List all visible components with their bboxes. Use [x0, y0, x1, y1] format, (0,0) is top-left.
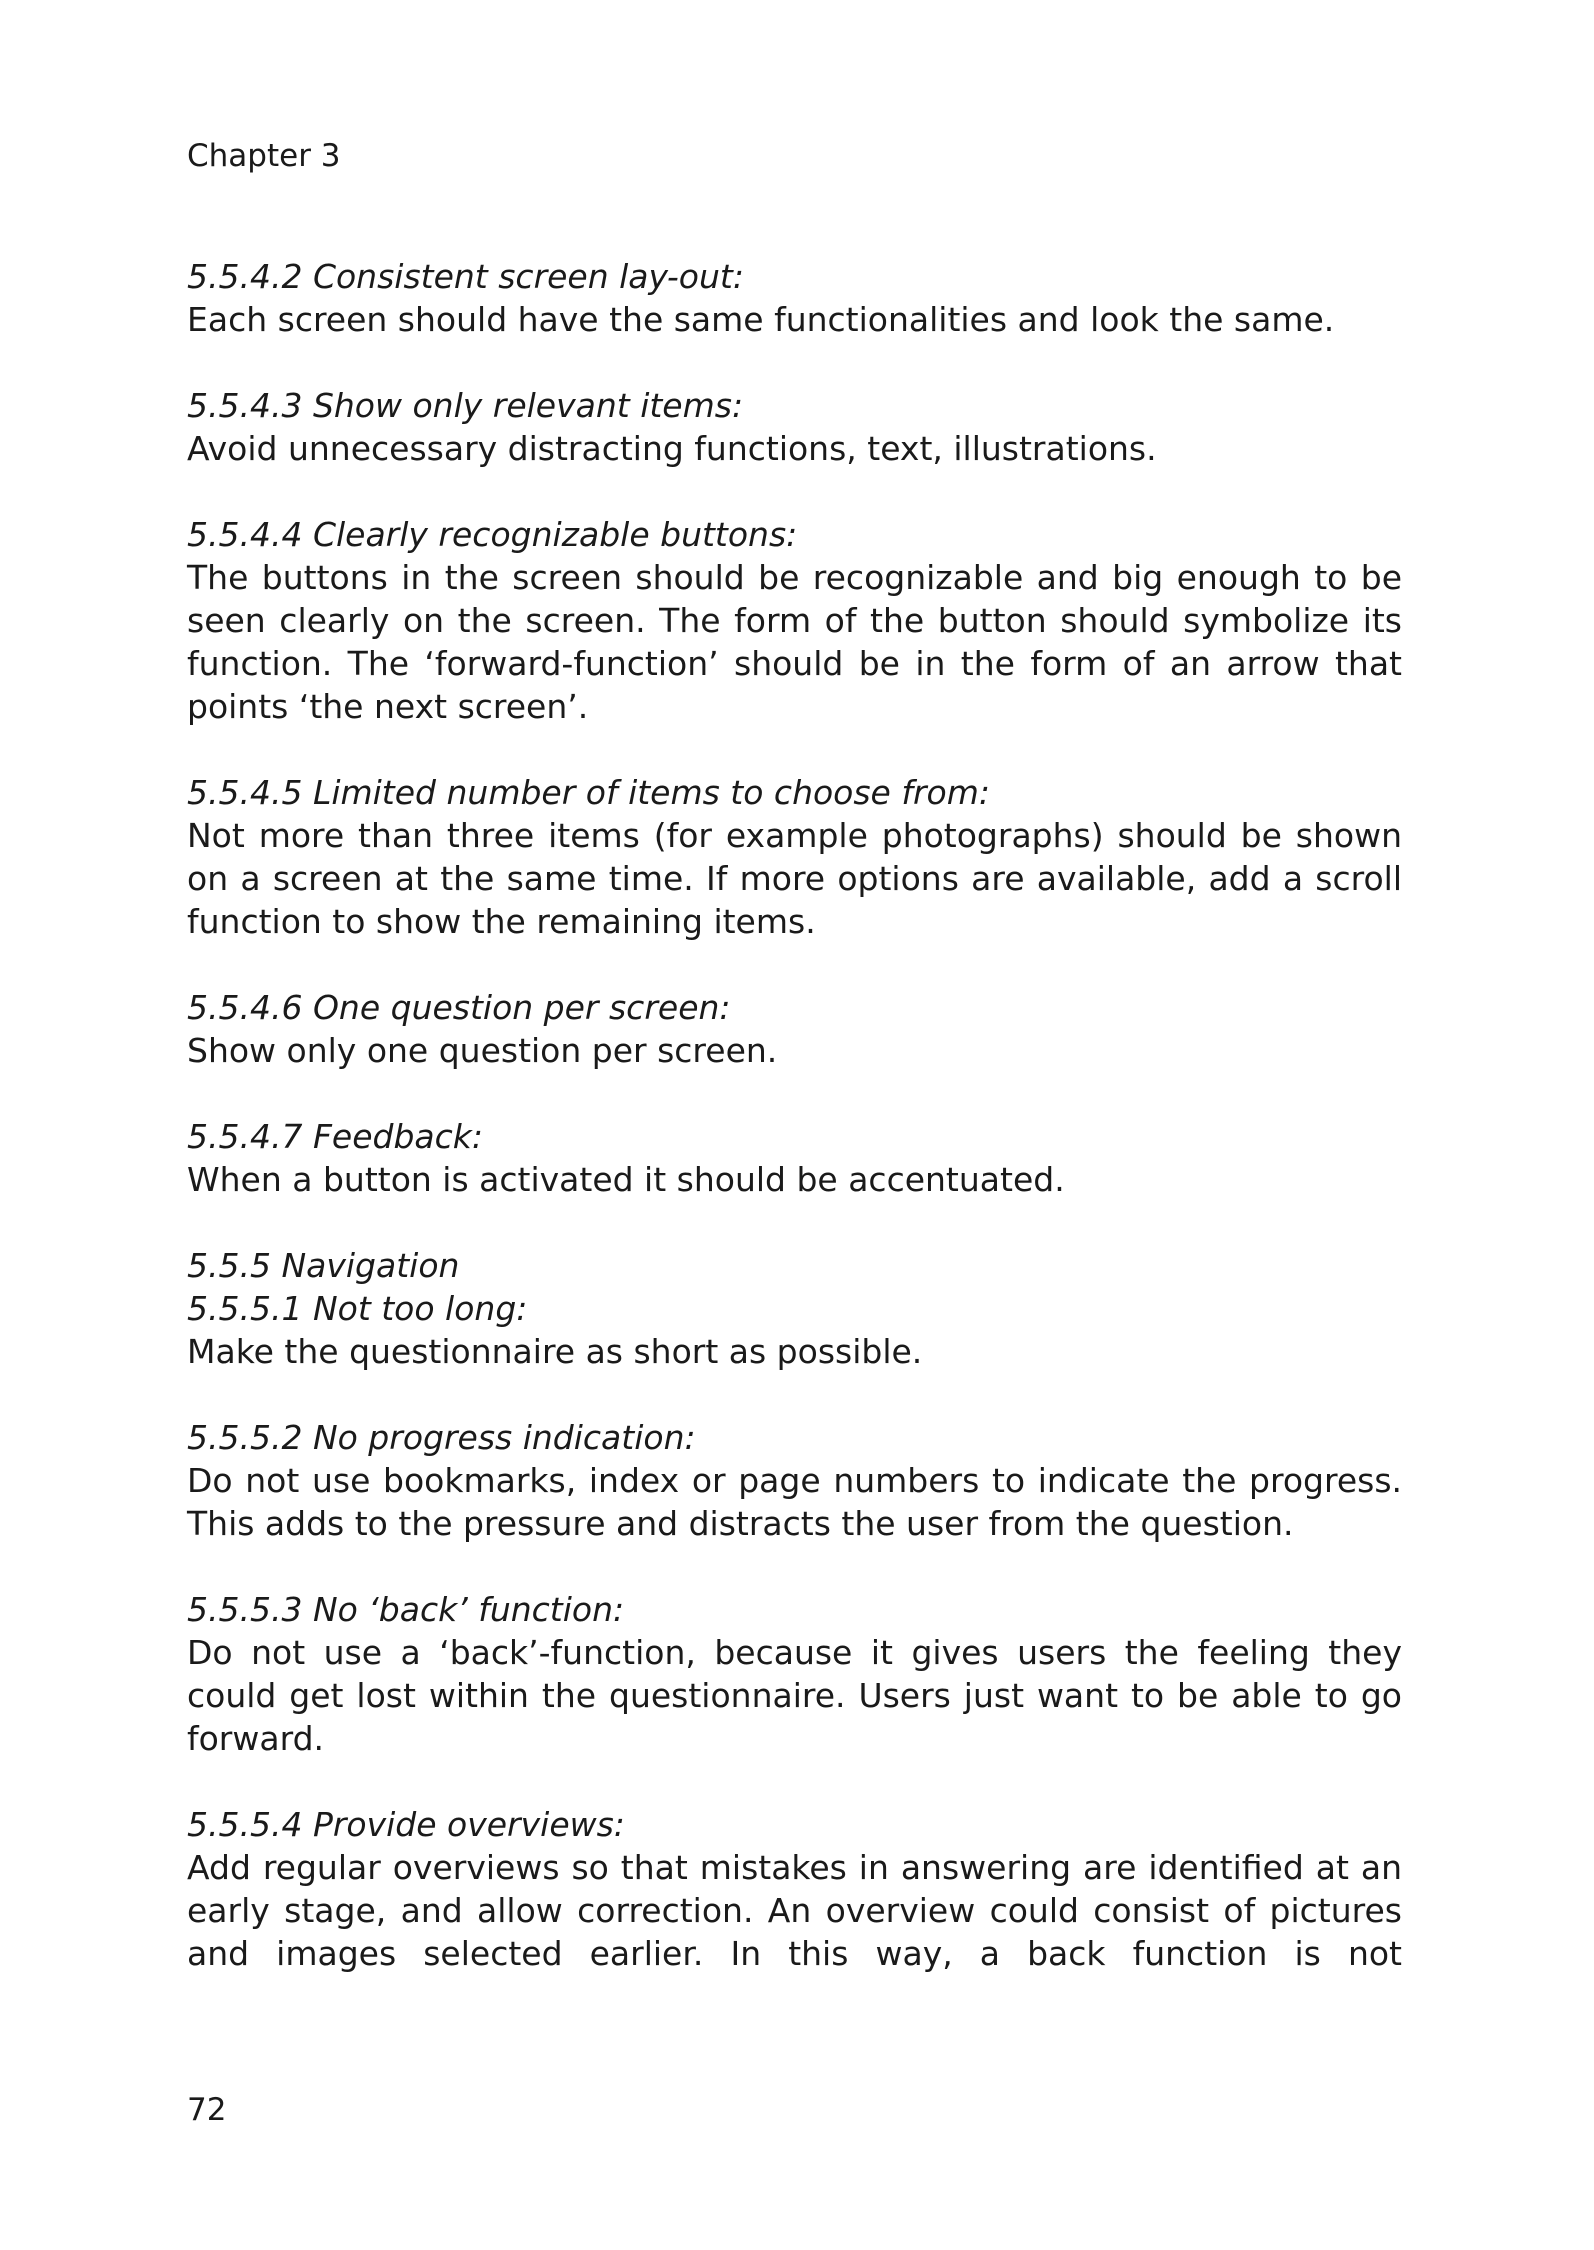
section-text: Add regular overviews so that mistakes in answering are identified at an early stage, and allow correction. An overview could consist of pictures and images selected earlier. In this way, a back function is not — [187, 1848, 1402, 1973]
section-text: Do not use bookmarks, index or page numbers to indicate the progress. This adds to the pressure and distracts the user from the question. — [187, 1461, 1402, 1543]
page-content — [187, 255, 1402, 2018]
section-heading: 5.5.5.3 No ‘back’ function: — [187, 1590, 625, 1629]
subsection-title: 5.5.5 Navigation — [187, 1246, 460, 1285]
section-heading: 5.5.4.5 Limited number of items to choose from: — [187, 773, 990, 812]
section-relevant-items — [187, 384, 1402, 470]
section-heading: 5.5.4.2 Consistent screen lay-out: — [187, 257, 744, 296]
section-heading: 5.5.4.3 Show only relevant items: — [187, 386, 744, 425]
section-heading: 5.5.5.1 Not too long: — [187, 1289, 528, 1328]
section-text: Not more than three items (for example photographs) should be shown on a screen at the same time. If more options are available, add a scroll function to show the remaining items. — [187, 816, 1402, 941]
page-number: 72 — [187, 2092, 227, 2128]
section-feedback — [187, 1115, 1402, 1201]
section-heading: 5.5.5.4 Provide overviews: — [187, 1805, 625, 1844]
chapter-header: Chapter 3 — [187, 138, 341, 174]
section-text: The buttons in the screen should be recognizable and big enough to be seen clearly on the screen. The form of the button should symbolize its function. The ‘forward-function’ should be in the form of an arrow that points ‘the next screen’. — [187, 558, 1402, 726]
section-text: Show only one question per screen. — [187, 1031, 778, 1070]
section-heading: 5.5.5.2 No progress indication: — [187, 1418, 696, 1457]
section-heading: 5.5.4.6 One question per screen: — [187, 988, 731, 1027]
section-text: Avoid unnecessary distracting functions, text, illustrations. — [187, 429, 1157, 468]
section-text: Do not use a ‘back’-function, because it gives users the feeling they could get lost within the questionnaire. Users just want to be able to go forward. — [187, 1633, 1402, 1758]
section-no-progress — [187, 1416, 1402, 1545]
section-heading: 5.5.4.4 Clearly recognizable buttons: — [187, 515, 798, 554]
section-text: Make the questionnaire as short as possible. — [187, 1332, 923, 1371]
section-no-back — [187, 1588, 1402, 1760]
section-limited-items — [187, 771, 1402, 943]
section-recognizable-buttons — [187, 513, 1402, 728]
section-heading: 5.5.4.7 Feedback: — [187, 1117, 484, 1156]
section-overviews — [187, 1803, 1402, 1975]
section-navigation-not-too-long — [187, 1244, 1402, 1373]
section-one-question — [187, 986, 1402, 1072]
section-text: When a button is activated it should be accentuated. — [187, 1160, 1065, 1199]
section-text: Each screen should have the same functionalities and look the same. — [187, 300, 1335, 339]
section-consistent-layout — [187, 255, 1402, 341]
